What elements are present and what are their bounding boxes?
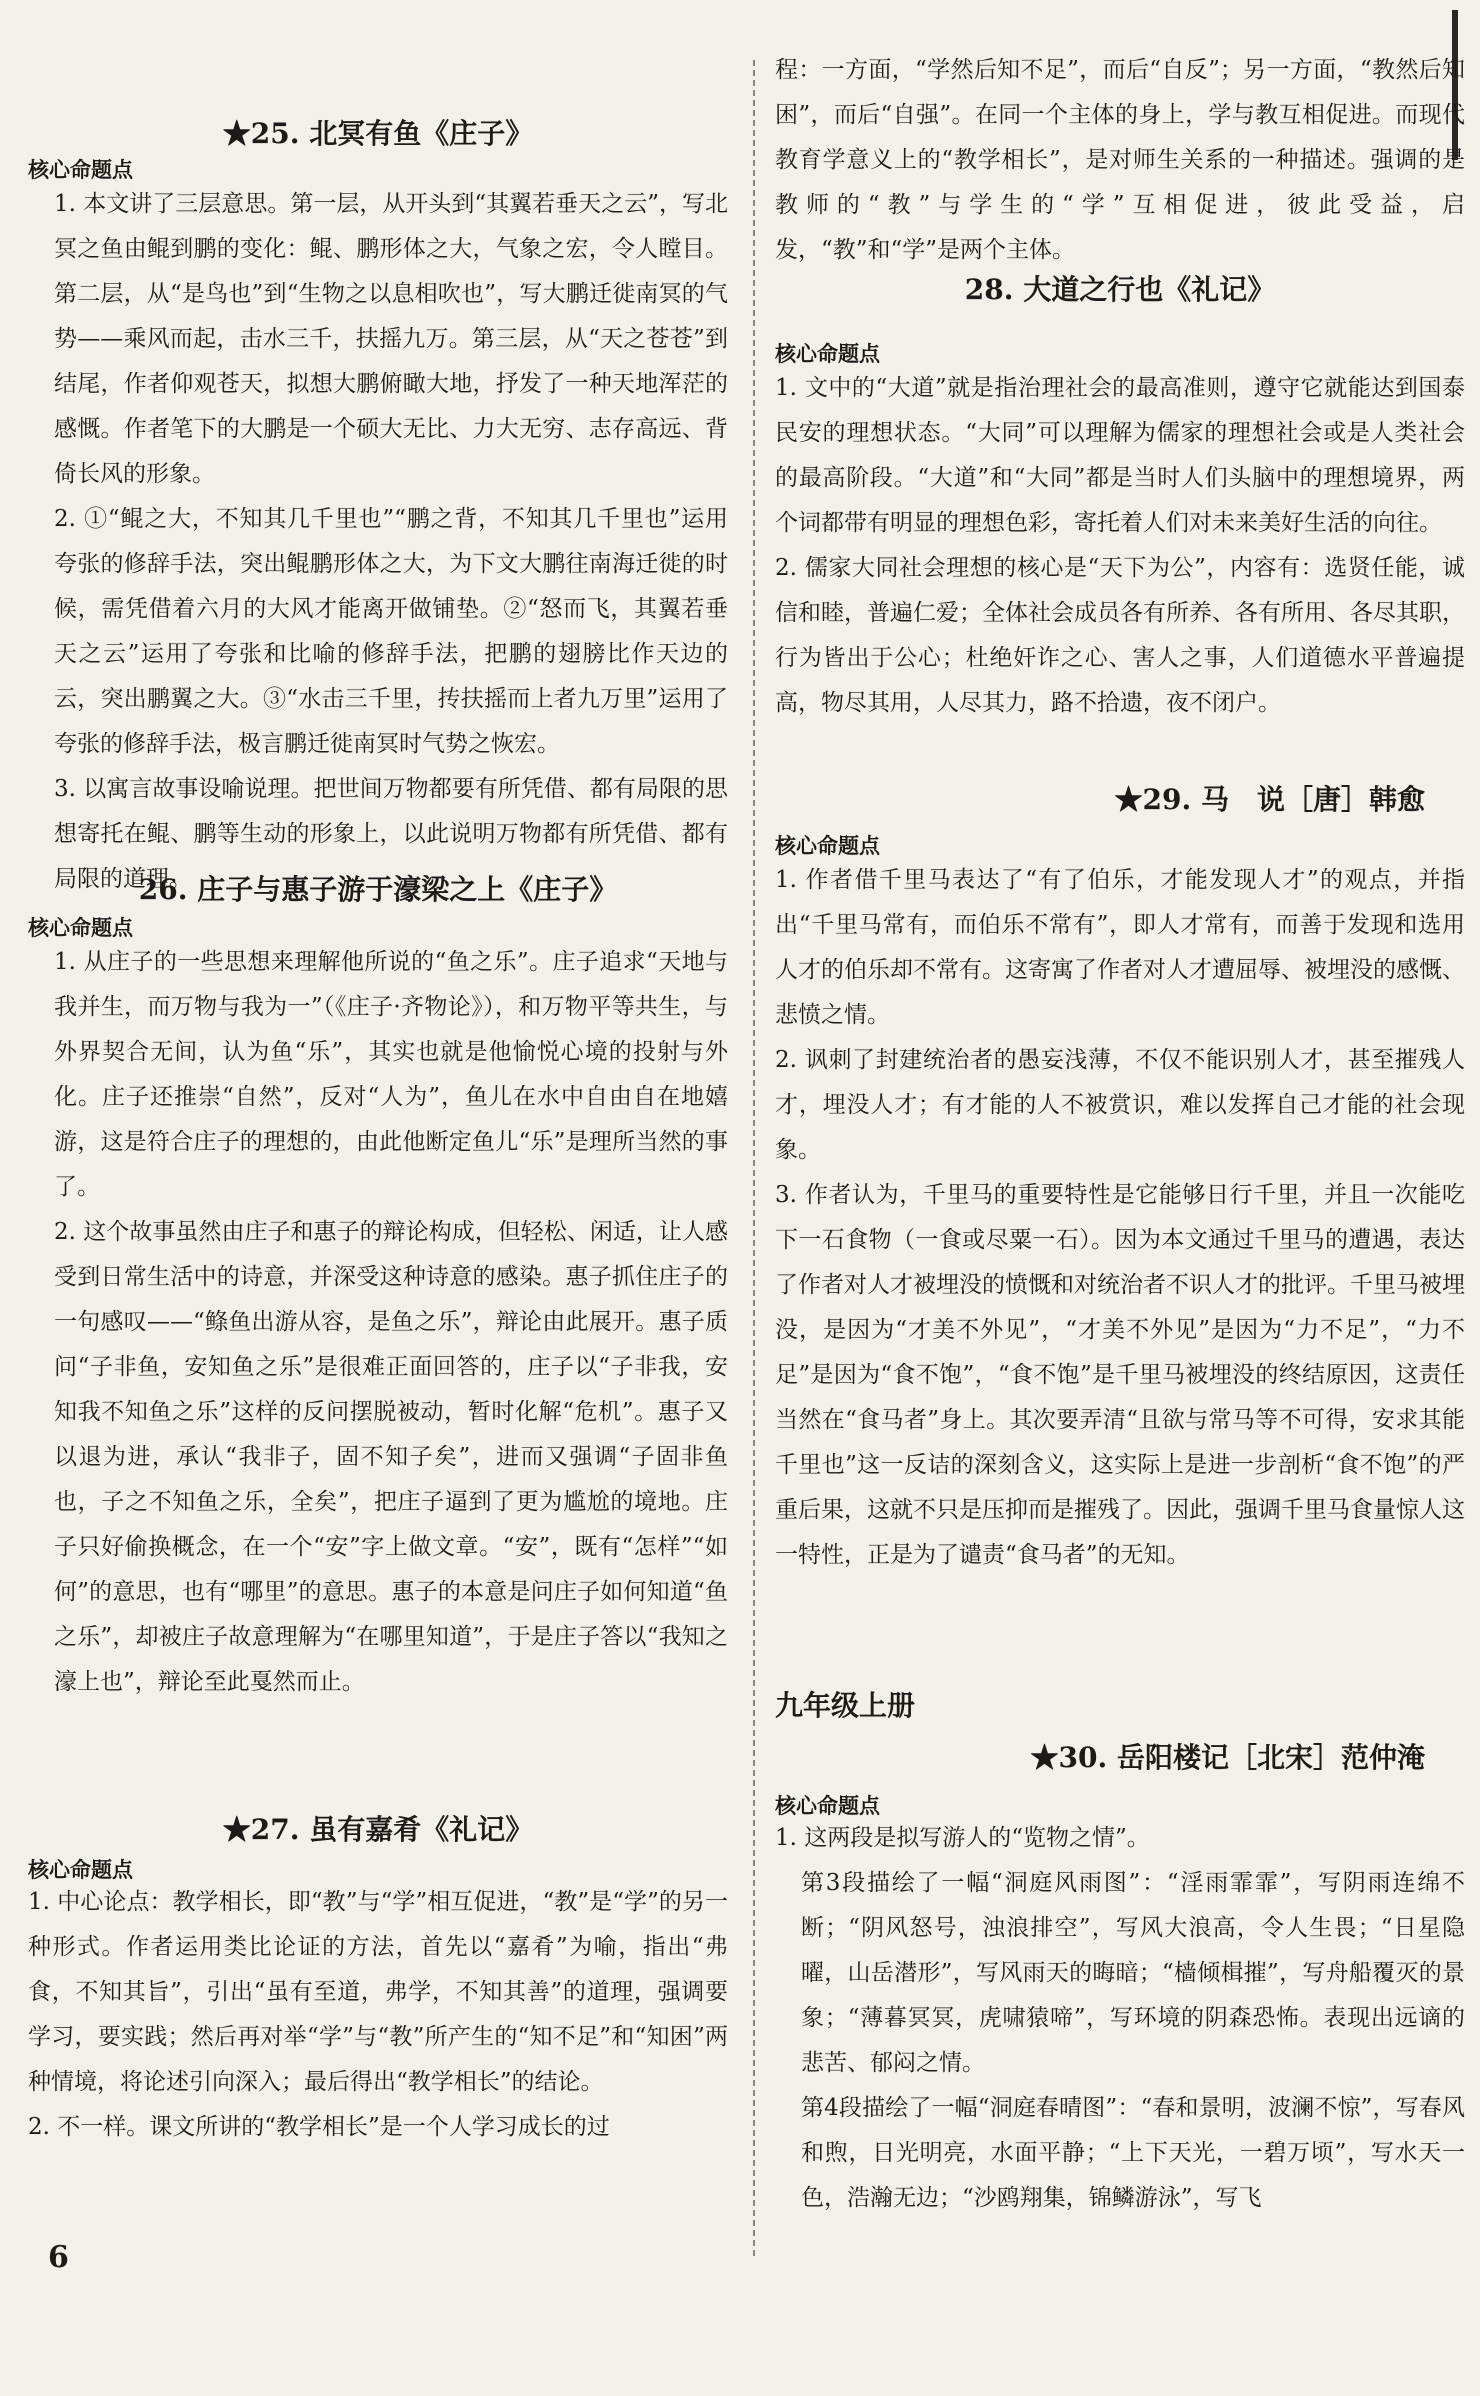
section-27-body	[28, 1880, 728, 2150]
paragraph: 2. 讽刺了封建统治者的愚妄浅薄，不仅不能识别人才，甚至摧残人才，埋没人才；有才能的人不被赏识，难以发挥自己才能的社会现象。	[775, 1047, 1465, 1163]
section-title: 26. 庄子与惠子游于濠梁之上《庄子》	[138, 873, 618, 906]
section-subtitle: 核心命题点	[775, 834, 880, 858]
paragraph: 程：一方面，“学然后知不足”，而后“自反”；另一方面，“教然后知困”，而后“自强”。在同一个主体的身上，学与教互相促进。而现代教育学意义上的“教学相长”，是对师生关系的一种描述。强调的是教师的“教”与学生的“学”互相促进，彼此受益，启发，“教”和“学”是两个主体。	[775, 57, 1465, 263]
section-subtitle: 核心命题点	[775, 1794, 880, 1818]
paragraph: 1. 中心论点：教学相长，即“教”与“学”相互促进，“教”是“学”的另一种形式。作者运用类比论证的方法，首先以“嘉肴”为喻，指出“弗食，不知其旨”，引出“虽有至道，弗学，不知其善”的道理，强调要学习，要实践；然后再对举“学”与“教”所产生的“知不足”和“知困”两种情境，将论述引向深入；最后得出“教学相长”的结论。	[28, 1889, 728, 2095]
grade-heading: 九年级上册	[775, 1689, 916, 1722]
paragraph: 第4段描绘了一幅“洞庭春晴图”：“春和景明，波澜不惊”，写春风和煦，日光明亮，水面平静；“上下天光，一碧万顷”，写水天一色，浩瀚无边；“沙鸥翔集，锦鳞游泳”，写飞	[801, 2095, 1465, 2211]
grade-heading-block	[775, 1684, 1465, 1724]
paragraph: 1. 作者借千里马表达了“有了伯乐，才能发现人才”的观点，并指出“千里马常有，而伯乐不常有”，即人才常有，而善于发现和选用人才的伯乐却不常有。这寄寓了作者对人才遭屈辱、被埋没的感慨、悲愤之情。	[775, 867, 1465, 1028]
section-28	[775, 268, 1465, 308]
section-29-sub	[775, 830, 1465, 860]
section-subtitle: 核心命题点	[28, 916, 133, 940]
section-title: ★30. 岳阳楼记［北宋］范仲淹	[1030, 1741, 1425, 1774]
column-divider	[753, 60, 755, 2260]
section-29	[775, 778, 1465, 818]
section-29-body	[775, 858, 1465, 1578]
section-26-body	[28, 940, 728, 1705]
section-title: ★29. 马 说［唐］韩愈	[1114, 783, 1425, 816]
section-28-body	[775, 366, 1465, 726]
paragraph: 2. 儒家大同社会理想的核心是“天下为公”，内容有：选贤任能，诚信和睦，普遍仁爱；全体社会成员各有所养、各有所用、各尽其职，行为皆出于公心；杜绝奸诈之心、害人之事，人们道德水平普遍提高，物尽其用，人尽其力，路不拾遗，夜不闭户。	[775, 555, 1465, 716]
section-28-sub	[775, 338, 1465, 368]
paragraph: 1. 从庄子的一些思想来理解他所说的“鱼之乐”。庄子追求“天地与我并生，而万物与我为一”（《庄子·齐物论》），和万物平等共生，与外界契合无间，认为鱼“乐”，其实也就是他愉悦心境的投射与外化。庄子还推崇“自然”，反对“人为”，鱼儿在水中自由自在地嬉游，这是符合庄子的理想的，由此他断定鱼儿“乐”是理所当然的事了。	[54, 949, 728, 1200]
section-30-body	[775, 1816, 1465, 2221]
continuation	[775, 48, 1465, 273]
paragraph: 1. 文中的“大道”就是指治理社会的最高准则，遵守它就能达到国泰民安的理想状态。“大同”可以理解为儒家的理想社会或是人类社会的最高阶段。“大道”和“大同”都是当时人们头脑中的理想境界，两个词都带有明显的理想色彩，寄托着人们对未来美好生活的向往。	[775, 375, 1465, 536]
paragraph: 2. 这个故事虽然由庄子和惠子的辩论构成，但轻松、闲适，让人感受到日常生活中的诗意，并深受这种诗意的感染。惠子抓住庄子的一句感叹——“鲦鱼出游从容，是鱼之乐”，辩论由此展开。惠子质问“子非鱼，安知鱼之乐”是很难正面回答的，庄子以“子非我，安知我不知鱼之乐”这样的反问摆脱被动，暂时化解“危机”。惠子又以退为进，承认“我非子，固不知子矣”，进而又强调“子固非鱼也，子之不知鱼之乐，全矣”，把庄子逼到了更为尴尬的境地。庄子只好偷换概念，在一个“安”字上做文章。“安”，既有“怎样”“如何”的意思，也有“哪里”的意思。惠子的本意是问庄子如何知道“鱼之乐”，却被庄子故意理解为“在哪里知道”，于是庄子答以“我知之濠上也”，辩论至此戛然而止。	[54, 1219, 728, 1695]
section-25-sub	[28, 154, 728, 184]
section-26	[28, 868, 728, 908]
paragraph: 第3段描绘了一幅“洞庭风雨图”：“淫雨霏霏”，写阴雨连绵不断；“阴风怒号，浊浪排空”，写风大浪高，令人生畏；“日星隐曜，山岳潜形”，写风雨天的晦暗；“樯倾楫摧”，写舟船覆灭的景象；“薄暮冥冥，虎啸猿啼”，写环境的阴森恐怖。表现出远谪的悲苦、郁闷之情。	[801, 1870, 1465, 2076]
section-27	[28, 1808, 728, 1848]
paragraph: 3. 作者认为，千里马的重要特性是它能够日行千里，并且一次能吃下一石食物（一食或尽粟一石）。因为本文通过千里马的遭遇，表达了作者对人才被埋没的愤慨和对统治者不识人才的批评。千里马被埋没，是因为“才美不外见”，“才美不外见”是因为“力不足”，“力不足”是因为“食不饱”，“食不饱”是千里马被埋没的终结原因，这责任当然在“食马者”身上。其次要弄清“且欲与常马等不可得，安求其能千里也”这一反诘的深刻含义，这实际上是进一步剖析“食不饱”的严重后果，这就不只是压抑而是摧残了。因此，强调千里马食量惊人这一特性，正是为了谴责“食马者”的无知。	[775, 1182, 1465, 1568]
paragraph: 2. 不一样。课文所讲的“教学相长”是一个人学习成长的过	[28, 2114, 610, 2140]
section-subtitle: 核心命题点	[28, 158, 133, 182]
section-title: ★27. 虽有嘉肴《礼记》	[222, 1813, 534, 1846]
paragraph: 3. 以寓言故事设喻说理。把世间万物都要有所凭借、都有局限的思想寄托在鲲、鹏等生动的形象上，以此说明万物都有所凭借、都有局限的道理。	[54, 776, 728, 892]
section-25-body	[28, 182, 728, 902]
section-title: ★25. 北冥有鱼《庄子》	[222, 117, 534, 150]
page-number: 6	[48, 2240, 69, 2275]
section-25	[28, 112, 728, 152]
section-30	[775, 1736, 1465, 1776]
section-26-sub	[28, 912, 728, 942]
paragraph: 2. ①“鲲之大，不知其几千里也”“鹏之背，不知其几千里也”运用夸张的修辞手法，突出鲲鹏形体之大，为下文大鹏往南海迁徙的时候，需凭借着六月的大风才能离开做铺垫。②“怒而飞，其翼若垂天之云”运用了夸张和比喻的修辞手法，把鹏的翅膀比作天边的云，突出鹏翼之大。③“水击三千里，抟扶摇而上者九万里”运用了夸张的修辞手法，极言鹏迁徙南冥时气势之恢宏。	[54, 506, 728, 757]
section-subtitle: 核心命题点	[775, 342, 880, 366]
section-title: 28. 大道之行也《礼记》	[964, 273, 1276, 306]
paragraph: 1. 本文讲了三层意思。第一层，从开头到“其翼若垂天之云”，写北冥之鱼由鲲到鹏的变化：鲲、鹏形体之大，气象之宏，令人瞠目。第二层，从“是鸟也”到“生物之以息相吹也”，写大鹏迁徙南冥的气势——乘风而起，击水三千，扶摇九万。第三层，从“天之苍苍”到结尾，作者仰观苍天，拟想大鹏俯瞰大地，抒发了一种天地浑茫的感慨。作者笔下的大鹏是一个硕大无比、力大无穷、志存高远、背倚长风的形象。	[54, 191, 728, 487]
paragraph: 1. 这两段是拟写游人的“览物之情”。	[775, 1825, 1150, 1851]
section-subtitle: 核心命题点	[28, 1858, 133, 1882]
